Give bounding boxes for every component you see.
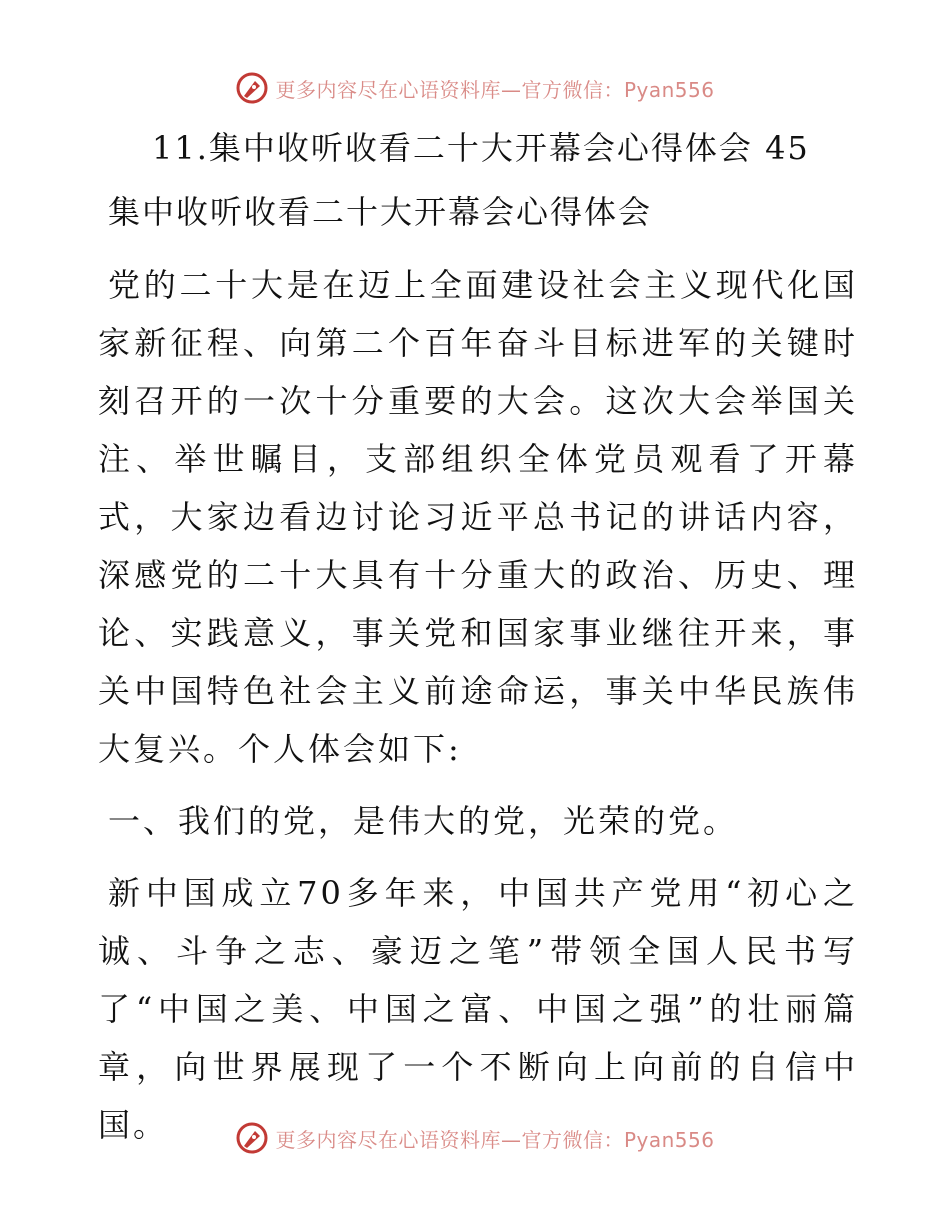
footer-watermark [0, 1118, 950, 1158]
watermark-text: 更多内容尽在心语资料库—官方微信：Pyan556 [275, 1127, 715, 1152]
watermark-text: 更多内容尽在心语资料库—官方微信：Pyan556 [275, 77, 715, 102]
pen-nib-logo-icon [235, 1121, 269, 1155]
document-body [98, 122, 858, 1168]
pen-nib-logo-icon [235, 71, 269, 105]
section-heading-1: 一、我们的党，是伟大的党，光荣的党。 [108, 802, 739, 840]
document-title: 11.集中收听收看二十大开幕会心得体会 45 [152, 129, 810, 167]
header-watermark [0, 68, 950, 108]
paragraph-intro: 党的二十大是在迈上全面建设社会主义现代化国家新征程、向第二个百年奋斗目标进军的关键时刻召开的一次十分重要的大会。这次大会举国关注、举世瞩目，支部组织全体党员观看了开幕式，大家边看边讨论习近平总书记的讲话内容，深感党的二十大具有十分重大的政治、历史、理论、实践意义，事关党和国家事业继往开来，事关中国特色社会主义前途命运，事关中华民族伟大复兴。个人体会如下: [98, 266, 858, 768]
paragraph-section-1: 新中国成立70多年来，中国共产党用“初心之诚、斗争之志、豪迈之笔”带领全国人民书写了“中国之美、中国之富、中国之强”的壮丽篇章，向世界展现了一个不断向上向前的自信中国。 [98, 874, 858, 1144]
document-subtitle: 集中收听收看二十大开幕会心得体会 [108, 193, 653, 231]
